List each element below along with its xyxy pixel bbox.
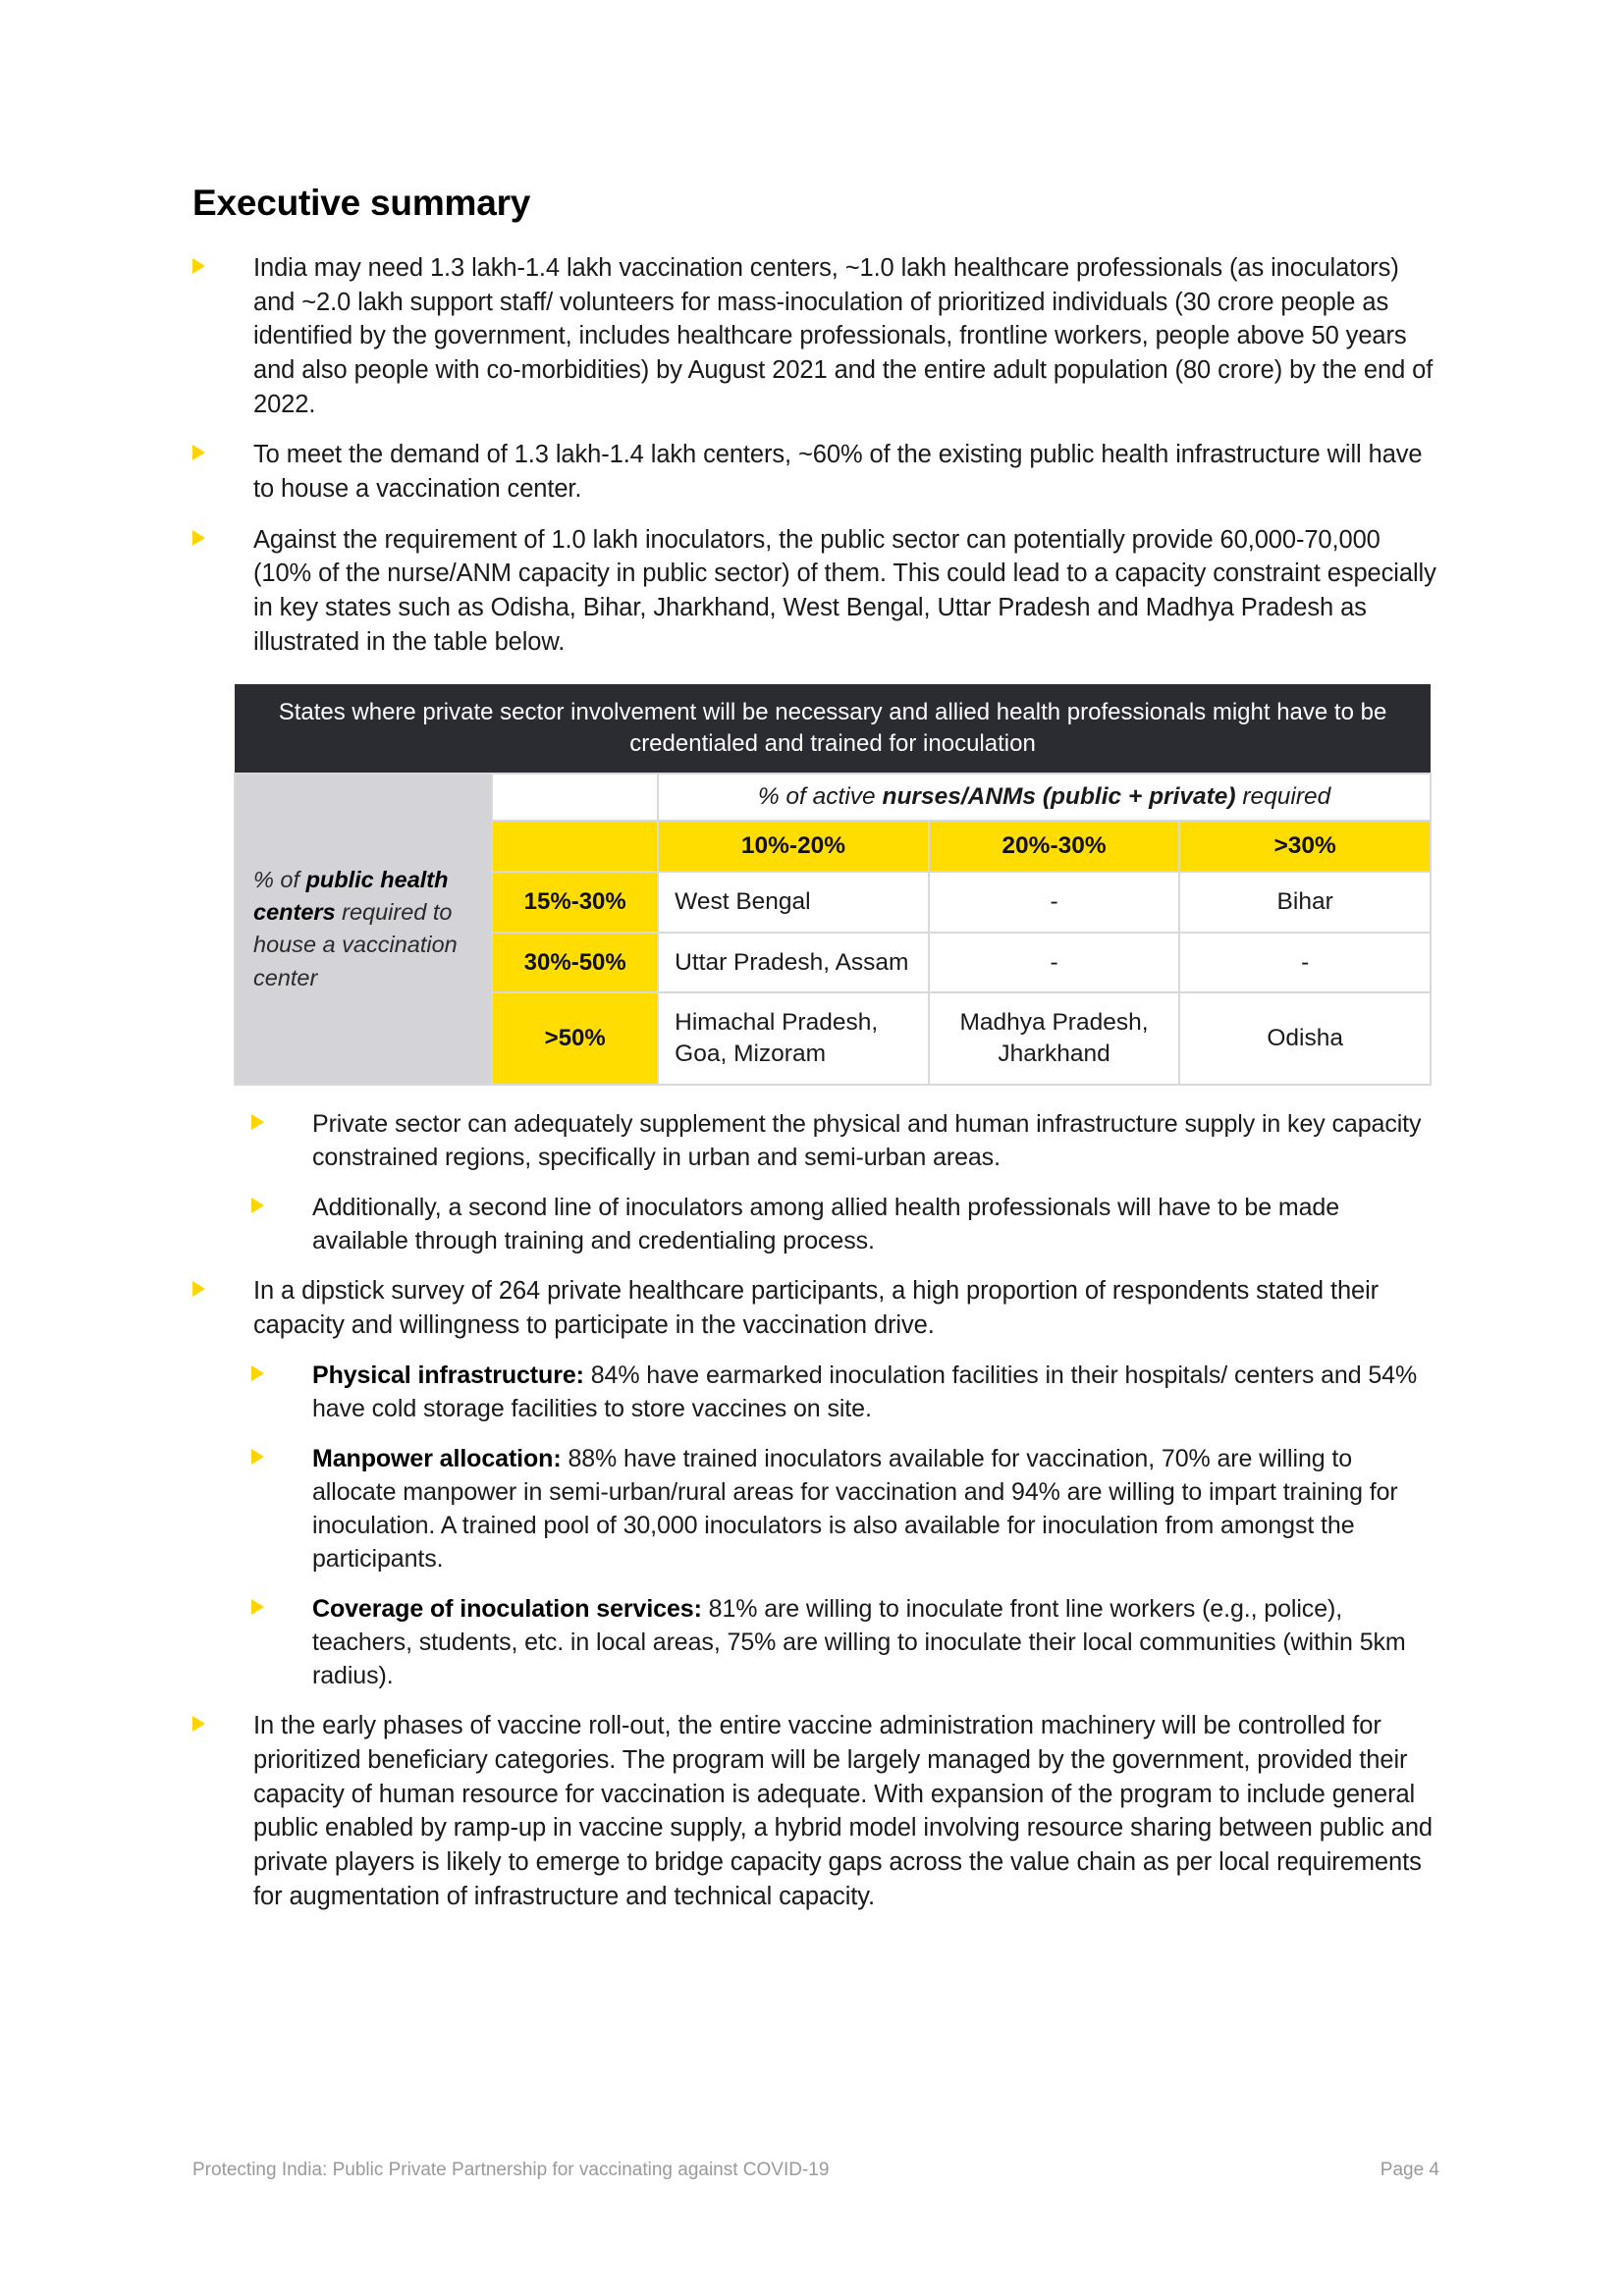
- bullet-item: [192, 438, 1439, 506]
- row-header: >50%: [492, 992, 658, 1085]
- page-footer: [192, 2160, 1439, 2181]
- bullet-triangle-icon: [192, 251, 253, 278]
- table-cell: -: [929, 933, 1180, 993]
- table-cell: Madhya Pradesh, Jharkhand: [929, 992, 1180, 1085]
- bullet-triangle-icon: [192, 1709, 253, 1735]
- bullet-triangle-icon: [192, 523, 253, 550]
- survey-item-text: 84% have earmarked inoculation facilities in their hospitals/ centers and 54% have cold storage facilities to store vaccines on site.: [312, 1362, 1418, 1423]
- survey-item: [251, 1359, 1439, 1425]
- bullet-item: [192, 1709, 1439, 1913]
- survey-item: [251, 1592, 1439, 1692]
- column-header: >30%: [1179, 821, 1431, 872]
- bullet-triangle-icon: [251, 1107, 312, 1134]
- bullet-item: [192, 251, 1439, 421]
- bullet-text: In a dipstick survey of 264 private healthcare participants, a high proportion of respondents stated their capacity and willingness to participate in the vaccination drive.: [253, 1277, 1380, 1339]
- footer-page-number: Page 4: [1380, 2160, 1439, 2180]
- bullet-text: In the early phases of vaccine roll-out, the entire vaccine administration machinery will be controlled for prioritized beneficiary categories. The program will be largely managed by the government, provided their capacity of human resource for vaccination is adequate. With expansion of the program to include general public enabled by ramp-up in vaccine supply, a hybrid model involving resource sharing between public and private players is likely to emerge to bridge capacity gaps across the value chain as per local requirements for augmentation of infrastructure and technical capacity.: [253, 1712, 1433, 1910]
- survey-item-text: 88% have trained inoculators available for vaccination, 70% are willing to allocate manpower in semi-urban/rural areas for vaccination and 94% are willing to impart training for inoculation. A trained pool of 30,000 inoculators is also available for inoculation from amongst the participants.: [312, 1445, 1398, 1574]
- bullet-triangle-icon: [251, 1592, 312, 1619]
- row-header: 15%-30%: [492, 872, 658, 933]
- bullet-item: [192, 523, 1439, 660]
- page-content: [192, 183, 1439, 1930]
- survey-item-label: Coverage of inoculation services:: [312, 1595, 702, 1624]
- table-title-row: [235, 684, 1431, 773]
- table-cell: -: [1179, 933, 1431, 993]
- bullet-item: [192, 1274, 1439, 1342]
- table-cell: Himachal Pradesh, Goa, Mizoram: [658, 992, 929, 1085]
- bullet-text: India may need 1.3 lakh-1.4 lakh vaccination centers, ~1.0 lakh healthcare professionals (as inoculators) and ~2.0 lakh support staff/ volunteers for mass-inoculation of prioritized individuals (30 crore people as identified by the government, includes healthcare professionals, frontline workers, people above 50 years and also people with co-morbidities) by August 2021 and the entire adult population (80 crore) by the end of 2022.: [253, 254, 1434, 418]
- states-matrix-table: [234, 684, 1432, 1086]
- column-header: 20%-30%: [929, 821, 1180, 872]
- footer-left-text: Protecting India: Public Private Partnership for vaccinating against COVID-19: [192, 2160, 830, 2180]
- survey-item-body: [312, 1442, 1439, 1575]
- survey-item-text: 81% are willing to inoculate front line workers (e.g., police), teachers, students, etc. in local areas, 75% are willing to inoculate their local communities (within 5km radius).: [312, 1595, 1406, 1690]
- column-header: 10%-20%: [658, 821, 929, 872]
- bullet-item: [251, 1191, 1439, 1257]
- survey-item-body: [312, 1359, 1439, 1425]
- table-cell: Odisha: [1179, 992, 1431, 1085]
- table-cell: Bihar: [1179, 872, 1431, 933]
- column-group-label: % of active nurses/ANMs (public + private) required: [658, 774, 1431, 821]
- table-cell: -: [929, 872, 1180, 933]
- table-group-header-row: [235, 774, 1431, 821]
- table-cell: West Bengal: [658, 872, 929, 933]
- bullet-triangle-icon: [192, 438, 253, 464]
- survey-item-label: Physical infrastructure:: [312, 1362, 584, 1390]
- row-axis-label: % of public health centers required to house a vaccination center: [235, 774, 492, 1085]
- row-header: 30%-50%: [492, 933, 658, 993]
- survey-item: [251, 1442, 1439, 1575]
- table-title: States where private sector involvement will be necessary and allied health professionals might have to be credentialed and trained for inoculation: [235, 684, 1431, 773]
- bullet-triangle-icon: [251, 1442, 312, 1468]
- header-corner-yellow: [492, 821, 658, 872]
- survey-item-body: [312, 1592, 1439, 1692]
- table-cell: Uttar Pradesh, Assam: [658, 933, 929, 993]
- bullet-text: Private sector can adequately supplement the physical and human infrastructure supply in key capacity constrained regions, specifically in urban and semi-urban areas.: [312, 1110, 1422, 1172]
- survey-item-label: Manpower allocation:: [312, 1445, 562, 1473]
- bullet-triangle-icon: [192, 1274, 253, 1301]
- bullet-item: [251, 1107, 1439, 1174]
- bullet-text: To meet the demand of 1.3 lakh-1.4 lakh centers, ~60% of the existing public health infrastructure will have to house a vaccination center.: [253, 441, 1423, 504]
- bullet-triangle-icon: [251, 1191, 312, 1217]
- corner-blank-cell: [492, 774, 658, 821]
- bullet-text: Against the requirement of 1.0 lakh inoculators, the public sector can potentially provide 60,000-70,000 (10% of the nurse/ANM capacity in public sector) of them. This could lead to a capacity constraint especially in key states such as Odisha, Bihar, Jharkhand, West Bengal, Uttar Pradesh and Madhya Pradesh as illustrated in the table below.: [253, 525, 1436, 656]
- page-title: Executive summary: [192, 183, 531, 223]
- bullet-triangle-icon: [251, 1359, 312, 1385]
- bullet-text: Additionally, a second line of inoculators among allied health professionals will have to be made available through training and credentialing process.: [312, 1194, 1340, 1255]
